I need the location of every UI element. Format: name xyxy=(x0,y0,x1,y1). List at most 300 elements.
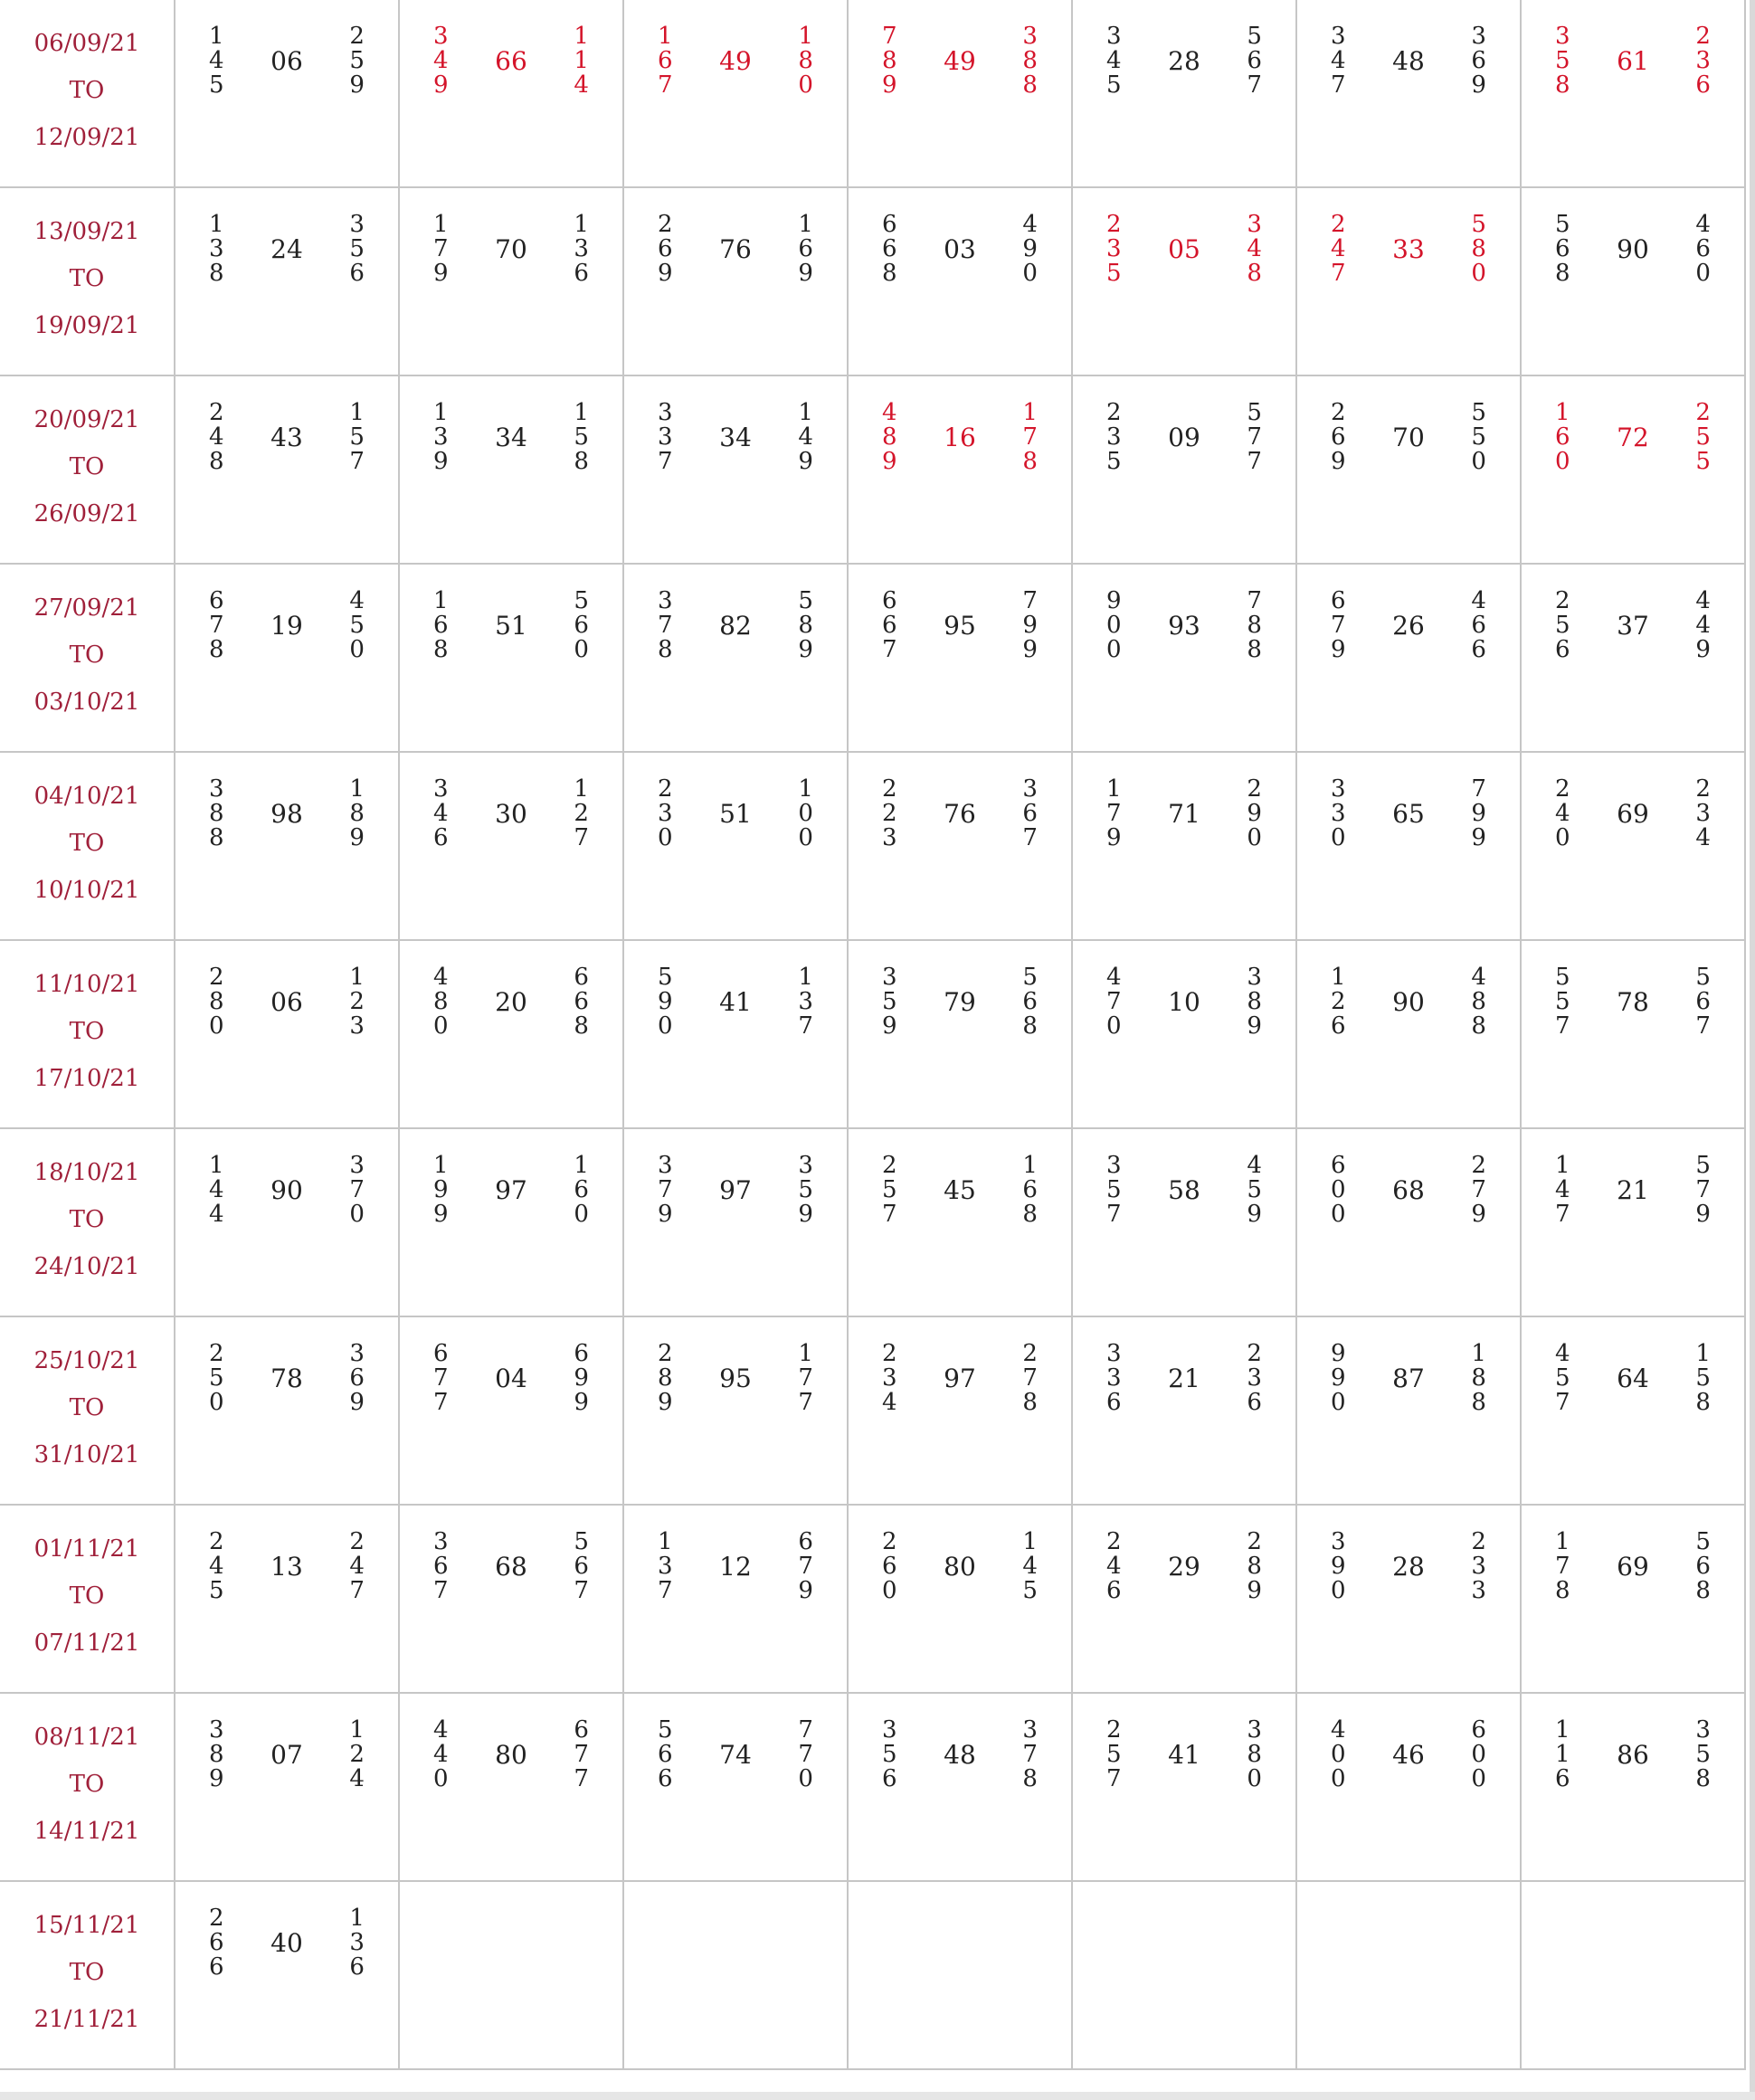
week-row xyxy=(0,752,1745,940)
open-panna xyxy=(1100,210,1127,287)
day-result xyxy=(400,565,622,666)
open-panna xyxy=(651,210,678,287)
date-range-cell xyxy=(0,375,175,564)
panna-digit: 8 xyxy=(209,447,224,475)
day-result-cell xyxy=(1072,1881,1296,2069)
panna-digit: 0 xyxy=(433,1764,449,1792)
panna-digit: 5 xyxy=(1695,423,1711,451)
day-result-cell xyxy=(1521,375,1745,564)
day-result xyxy=(1522,1129,1744,1231)
open-panna xyxy=(427,1339,454,1416)
day-result xyxy=(849,753,1071,854)
panna-digit: 5 xyxy=(882,1175,897,1203)
close-panna xyxy=(792,586,820,663)
open-panna xyxy=(427,586,454,663)
date-from: 11/10/21 xyxy=(33,971,140,998)
open-panna xyxy=(1324,210,1352,287)
day-result xyxy=(624,1317,847,1419)
panna-digit: 1 xyxy=(349,1904,365,1932)
day-result-cell xyxy=(1521,1693,1745,1881)
day-result xyxy=(400,941,622,1042)
panna-digit: 2 xyxy=(209,1527,224,1555)
panna-digit: 0 xyxy=(1247,823,1262,851)
panna-digit: 9 xyxy=(658,1388,673,1416)
panna-digit: 3 xyxy=(209,234,224,262)
panna-digit: 6 xyxy=(433,1339,449,1367)
panna-digit: 3 xyxy=(349,1012,365,1040)
date-from: 06/09/21 xyxy=(33,30,140,57)
panna-digit: 8 xyxy=(1022,1388,1038,1416)
close-panna xyxy=(1017,774,1044,851)
panna-digit: 5 xyxy=(209,1364,224,1392)
day-result-cell xyxy=(623,564,848,752)
date-to: 31/10/21 xyxy=(33,1441,140,1468)
close-panna xyxy=(568,774,595,851)
day-result xyxy=(624,188,847,290)
panna-digit: 0 xyxy=(1471,1764,1486,1792)
close-panna xyxy=(568,210,595,287)
panna-digit: 7 xyxy=(1695,1175,1711,1203)
panna-digit: 2 xyxy=(1106,398,1122,426)
open-panna xyxy=(651,1715,678,1792)
day-result-highlighted xyxy=(1522,376,1744,478)
panna-digit: 0 xyxy=(574,635,589,663)
close-panna xyxy=(1466,965,1493,1039)
jodi-number: 34 xyxy=(495,422,527,452)
jodi-number: 82 xyxy=(719,610,752,641)
panna-digit: 4 xyxy=(349,1552,365,1580)
panna-digit: 5 xyxy=(798,1175,813,1203)
open-panna xyxy=(203,965,230,1039)
panna-digit: 1 xyxy=(574,774,589,803)
panna-digit: 6 xyxy=(1247,46,1262,74)
open-panna xyxy=(1100,1339,1127,1416)
panna-digit: 7 xyxy=(433,1388,449,1416)
panna-digit: 3 xyxy=(1247,210,1262,238)
panna-digit: 8 xyxy=(1471,1388,1486,1416)
panna-digit: 8 xyxy=(209,1740,224,1768)
panna-digit: 9 xyxy=(433,1200,449,1228)
panna-digit: 9 xyxy=(433,71,449,99)
panna-digit: 0 xyxy=(1022,259,1038,287)
day-result-highlighted xyxy=(849,0,1071,101)
open-panna xyxy=(203,1527,230,1604)
day-result-cell xyxy=(1072,564,1296,752)
day-result xyxy=(1073,1694,1295,1795)
panna-digit: 8 xyxy=(798,46,813,74)
panna-digit: 7 xyxy=(1695,1012,1711,1040)
day-result-cell xyxy=(848,1316,1072,1505)
panna-digit: 7 xyxy=(1022,1364,1038,1392)
day-result-cell xyxy=(1521,1316,1745,1505)
day-result-cell xyxy=(848,187,1072,375)
panna-digit: 4 xyxy=(209,1175,224,1203)
close-panna xyxy=(1690,24,1717,98)
panna-digit: 7 xyxy=(658,447,673,475)
jodi-number: 40 xyxy=(270,1927,303,1958)
panna-digit: 3 xyxy=(658,799,673,827)
week-row xyxy=(0,1505,1745,1693)
panna-digit: 1 xyxy=(798,22,813,50)
panna-digit: 1 xyxy=(209,210,224,238)
jodi-number: 34 xyxy=(719,422,752,452)
close-panna xyxy=(792,1339,820,1416)
close-panna xyxy=(1017,210,1044,287)
panna-digit: 1 xyxy=(798,774,813,803)
day-result-cell xyxy=(848,1505,1072,1693)
panna-digit: 7 xyxy=(1555,1552,1570,1580)
open-panna xyxy=(1549,1715,1576,1792)
panna-digit: 6 xyxy=(209,1928,224,1956)
panna-digit: 8 xyxy=(1471,234,1486,262)
panna-digit: 3 xyxy=(658,1151,673,1179)
panna-digit: 9 xyxy=(1331,447,1346,475)
panna-digit: 4 xyxy=(1695,823,1711,851)
week-row xyxy=(0,187,1745,375)
day-result-cell xyxy=(623,187,848,375)
panna-digit: 9 xyxy=(349,1388,365,1416)
panna-digit: 0 xyxy=(1331,1576,1346,1604)
panna-digit: 5 xyxy=(1555,46,1570,74)
panna-digit: 9 xyxy=(798,635,813,663)
panna-digit: 6 xyxy=(1555,423,1570,451)
date-to-label: TO xyxy=(69,641,105,669)
panna-digit: 1 xyxy=(349,398,365,426)
day-result-cell xyxy=(1296,1128,1521,1316)
panna-digit: 6 xyxy=(349,1953,365,1981)
panna-digit: 3 xyxy=(574,234,589,262)
date-from: 13/09/21 xyxy=(33,218,140,245)
close-panna xyxy=(1466,1339,1493,1416)
jodi-number: 90 xyxy=(1392,986,1425,1017)
jodi-number: 13 xyxy=(270,1551,303,1582)
panna-digit: 9 xyxy=(798,447,813,475)
day-result-cell xyxy=(1072,1693,1296,1881)
panna-digit: 0 xyxy=(882,1576,897,1604)
open-panna xyxy=(1100,1151,1127,1228)
date-from: 25/10/21 xyxy=(33,1347,140,1374)
day-result-cell xyxy=(1521,0,1745,187)
open-panna xyxy=(203,1151,230,1228)
close-panna xyxy=(1017,586,1044,663)
jodi-number: 80 xyxy=(495,1739,527,1770)
panna-digit: 9 xyxy=(798,1200,813,1228)
panna-digit: 4 xyxy=(1695,210,1711,238)
panna-digit: 5 xyxy=(1471,423,1486,451)
day-result-cell xyxy=(623,940,848,1128)
panna-digit: 5 xyxy=(882,987,897,1015)
panna-digit: 5 xyxy=(1022,963,1038,991)
panna-digit: 6 xyxy=(658,1740,673,1768)
panna-digit: 3 xyxy=(209,1715,224,1744)
jodi-number: 43 xyxy=(270,422,303,452)
jodi-number: 07 xyxy=(270,1739,303,1770)
day-result xyxy=(1073,753,1295,854)
close-panna xyxy=(792,210,820,287)
panna-digit: 2 xyxy=(1106,1715,1122,1744)
panna-digit: 8 xyxy=(882,259,897,287)
panna-digit: 9 xyxy=(658,987,673,1015)
panna-digit: 9 xyxy=(658,1200,673,1228)
date-to: 26/09/21 xyxy=(33,500,140,527)
jodi-number: 05 xyxy=(1168,233,1200,264)
close-panna xyxy=(1690,210,1717,287)
panna-digit: 4 xyxy=(1695,586,1711,614)
panna-digit: 2 xyxy=(209,963,224,991)
day-result-cell xyxy=(399,1128,623,1316)
panna-digit: 1 xyxy=(433,398,449,426)
panna-digit: 3 xyxy=(1106,22,1122,50)
panna-digit: 6 xyxy=(1022,1175,1038,1203)
panna-digit: 7 xyxy=(1331,71,1346,99)
jodi-number: 95 xyxy=(944,610,976,641)
panna-digit: 7 xyxy=(798,1552,813,1580)
panna-digit: 2 xyxy=(1022,1339,1038,1367)
date-from: 18/10/21 xyxy=(33,1159,140,1186)
close-panna xyxy=(1466,1527,1493,1604)
panna-digit: 3 xyxy=(1106,423,1122,451)
panna-digit: 8 xyxy=(1247,1552,1262,1580)
jodi-number: 10 xyxy=(1168,986,1200,1017)
day-result-cell xyxy=(399,1316,623,1505)
jodi-number: 33 xyxy=(1392,233,1425,264)
close-panna xyxy=(344,1151,371,1228)
day-result xyxy=(1073,1129,1295,1231)
panna-digit: 8 xyxy=(1022,1012,1038,1040)
day-result xyxy=(1073,0,1295,101)
panna-digit: 5 xyxy=(1471,398,1486,426)
panna-digit: 6 xyxy=(882,611,897,639)
day-result-cell xyxy=(399,1505,623,1693)
panna-digit: 6 xyxy=(1106,1576,1122,1604)
day-result-cell xyxy=(399,375,623,564)
panna-digit: 5 xyxy=(1695,1151,1711,1179)
panna-digit: 1 xyxy=(1106,774,1122,803)
panna-digit: 0 xyxy=(1331,1388,1346,1416)
jodi-number: 95 xyxy=(719,1363,752,1393)
panna-digit: 6 xyxy=(433,611,449,639)
date-from: 01/11/21 xyxy=(33,1535,140,1563)
panna-digit: 8 xyxy=(658,1364,673,1392)
panna-digit: 3 xyxy=(658,423,673,451)
panna-digit: 1 xyxy=(433,210,449,238)
panna-digit: 2 xyxy=(1331,210,1346,238)
panna-digit: 8 xyxy=(1471,1364,1486,1392)
jodi-number: 97 xyxy=(944,1363,976,1393)
panna-digit: 0 xyxy=(349,635,365,663)
day-result xyxy=(624,1694,847,1795)
day-result-cell xyxy=(1296,752,1521,940)
panna-digit: 7 xyxy=(1247,586,1262,614)
open-panna xyxy=(1100,1527,1127,1604)
panna-digit: 5 xyxy=(574,586,589,614)
open-panna xyxy=(1549,1527,1576,1604)
close-panna xyxy=(568,1151,595,1228)
panna-digit: 9 xyxy=(882,1012,897,1040)
panna-digit: 4 xyxy=(1106,46,1122,74)
panna-digit: 4 xyxy=(1106,1552,1122,1580)
panna-digit: 9 xyxy=(1471,823,1486,851)
panna-digit: 1 xyxy=(798,963,813,991)
week-row xyxy=(0,1881,1745,2069)
day-result-cell xyxy=(399,1881,623,2069)
panna-digit: 4 xyxy=(1022,210,1038,238)
panna-digit: 9 xyxy=(1106,823,1122,851)
panna-digit: 6 xyxy=(1695,1552,1711,1580)
panna-digit: 8 xyxy=(209,799,224,827)
panna-digit: 0 xyxy=(1555,823,1570,851)
panna-digit: 7 xyxy=(1106,1764,1122,1792)
open-panna xyxy=(876,586,903,663)
jodi-number: 64 xyxy=(1617,1363,1649,1393)
date-to: 14/11/21 xyxy=(33,1818,140,1845)
panna-digit: 4 xyxy=(1555,1175,1570,1203)
panna-digit: 5 xyxy=(658,1715,673,1744)
date-range-cell xyxy=(0,564,175,752)
day-result-cell xyxy=(175,1316,399,1505)
open-panna xyxy=(1549,398,1576,475)
open-panna xyxy=(427,965,454,1039)
open-panna xyxy=(1549,1339,1576,1416)
close-panna xyxy=(568,24,595,98)
open-panna xyxy=(651,774,678,851)
open-panna xyxy=(651,1339,678,1416)
day-result-cell xyxy=(848,1128,1072,1316)
day-result xyxy=(624,941,847,1042)
panna-digit: 8 xyxy=(574,447,589,475)
panna-digit: 1 xyxy=(1695,1339,1711,1367)
day-result-cell xyxy=(623,1505,848,1693)
panna-digit: 2 xyxy=(209,1339,224,1367)
week-row xyxy=(0,1128,1745,1316)
panna-digit: 9 xyxy=(1331,635,1346,663)
panna-digit: 3 xyxy=(1106,1339,1122,1367)
panna-digit: 4 xyxy=(209,423,224,451)
jodi-number: 78 xyxy=(270,1363,303,1393)
day-result xyxy=(1522,565,1744,666)
panna-digit: 9 xyxy=(433,1175,449,1203)
day-result-cell xyxy=(848,1693,1072,1881)
panna-digit: 4 xyxy=(209,46,224,74)
panna-digit: 1 xyxy=(1555,1527,1570,1555)
day-result-cell xyxy=(1521,1881,1745,2069)
panna-digit: 5 xyxy=(1106,1740,1122,1768)
jodi-number: 66 xyxy=(495,45,527,76)
jodi-number: 61 xyxy=(1617,45,1649,76)
panna-digit: 8 xyxy=(209,987,224,1015)
jodi-number: 30 xyxy=(495,798,527,829)
panna-digit: 9 xyxy=(1247,799,1262,827)
panna-digit: 4 xyxy=(433,963,449,991)
panna-digit: 4 xyxy=(798,423,813,451)
panna-digit: 2 xyxy=(1106,210,1122,238)
panna-digit: 2 xyxy=(349,1527,365,1555)
day-result-cell xyxy=(399,940,623,1128)
panna-digit: 9 xyxy=(1331,1339,1346,1367)
close-panna xyxy=(344,398,371,475)
date-range-cell xyxy=(0,1505,175,1693)
panna-digit: 6 xyxy=(1471,635,1486,663)
panna-digit: 6 xyxy=(209,1953,224,1981)
open-panna xyxy=(203,1715,230,1792)
day-result-cell xyxy=(1521,940,1745,1128)
jodi-number: 68 xyxy=(1392,1174,1425,1205)
panna-digit: 5 xyxy=(1106,1175,1122,1203)
panna-digit: 2 xyxy=(349,987,365,1015)
close-panna xyxy=(1466,774,1493,851)
panna-digit: 4 xyxy=(1247,1151,1262,1179)
panna-digit: 1 xyxy=(1022,398,1038,426)
panna-digit: 9 xyxy=(574,1364,589,1392)
day-result xyxy=(1522,188,1744,290)
jodi-number: 28 xyxy=(1168,45,1200,76)
panna-digit: 9 xyxy=(882,71,897,99)
panna-digit: 9 xyxy=(1247,1576,1262,1604)
panna-digit: 2 xyxy=(349,1740,365,1768)
panna-digit: 7 xyxy=(1106,987,1122,1015)
panna-digit: 7 xyxy=(433,234,449,262)
panna-digit: 9 xyxy=(1695,1200,1711,1228)
date-range-cell xyxy=(0,940,175,1128)
panna-digit: 6 xyxy=(798,234,813,262)
empty-cell xyxy=(1073,1882,1295,1963)
day-result xyxy=(1073,1317,1295,1419)
day-result-cell xyxy=(175,1881,399,2069)
panna-digit: 2 xyxy=(1247,774,1262,803)
day-result-cell xyxy=(848,752,1072,940)
day-result-cell xyxy=(848,0,1072,187)
close-panna xyxy=(1466,210,1493,287)
open-panna xyxy=(876,398,903,475)
panna-digit: 6 xyxy=(349,259,365,287)
panna-digit: 0 xyxy=(1471,1740,1486,1768)
panna-digit: 6 xyxy=(1331,1151,1346,1179)
panna-digit: 6 xyxy=(1695,71,1711,99)
date-range-cell xyxy=(0,1316,175,1505)
panna-digit: 5 xyxy=(209,1576,224,1604)
panna-digit: 1 xyxy=(209,1151,224,1179)
day-result-cell xyxy=(175,1128,399,1316)
date-range xyxy=(0,1129,174,1290)
jodi-number: 09 xyxy=(1168,422,1200,452)
panna-digit: 4 xyxy=(1247,234,1262,262)
panna-digit: 8 xyxy=(433,635,449,663)
close-panna xyxy=(1017,24,1044,98)
jodi-number: 48 xyxy=(1392,45,1425,76)
day-result xyxy=(1297,1317,1520,1419)
jodi-number: 70 xyxy=(1392,422,1425,452)
panna-digit: 8 xyxy=(798,611,813,639)
panna-digit: 2 xyxy=(882,774,897,803)
day-result xyxy=(176,0,398,101)
panna-digit: 8 xyxy=(1695,1388,1711,1416)
day-result xyxy=(849,1694,1071,1795)
panna-digit: 6 xyxy=(882,210,897,238)
panna-digit: 0 xyxy=(433,1012,449,1040)
panna-digit: 5 xyxy=(574,423,589,451)
panna-digit: 9 xyxy=(574,1388,589,1416)
day-result-cell xyxy=(175,187,399,375)
close-panna xyxy=(344,965,371,1039)
panna-digit: 9 xyxy=(1471,799,1486,827)
panna-digit: 4 xyxy=(1555,799,1570,827)
date-to: 24/10/21 xyxy=(33,1253,140,1280)
panna-digit: 8 xyxy=(1247,611,1262,639)
panna-digit: 9 xyxy=(433,447,449,475)
panna-digit: 6 xyxy=(574,1715,589,1744)
panna-digit: 9 xyxy=(1471,71,1486,99)
day-result-cell xyxy=(1296,187,1521,375)
